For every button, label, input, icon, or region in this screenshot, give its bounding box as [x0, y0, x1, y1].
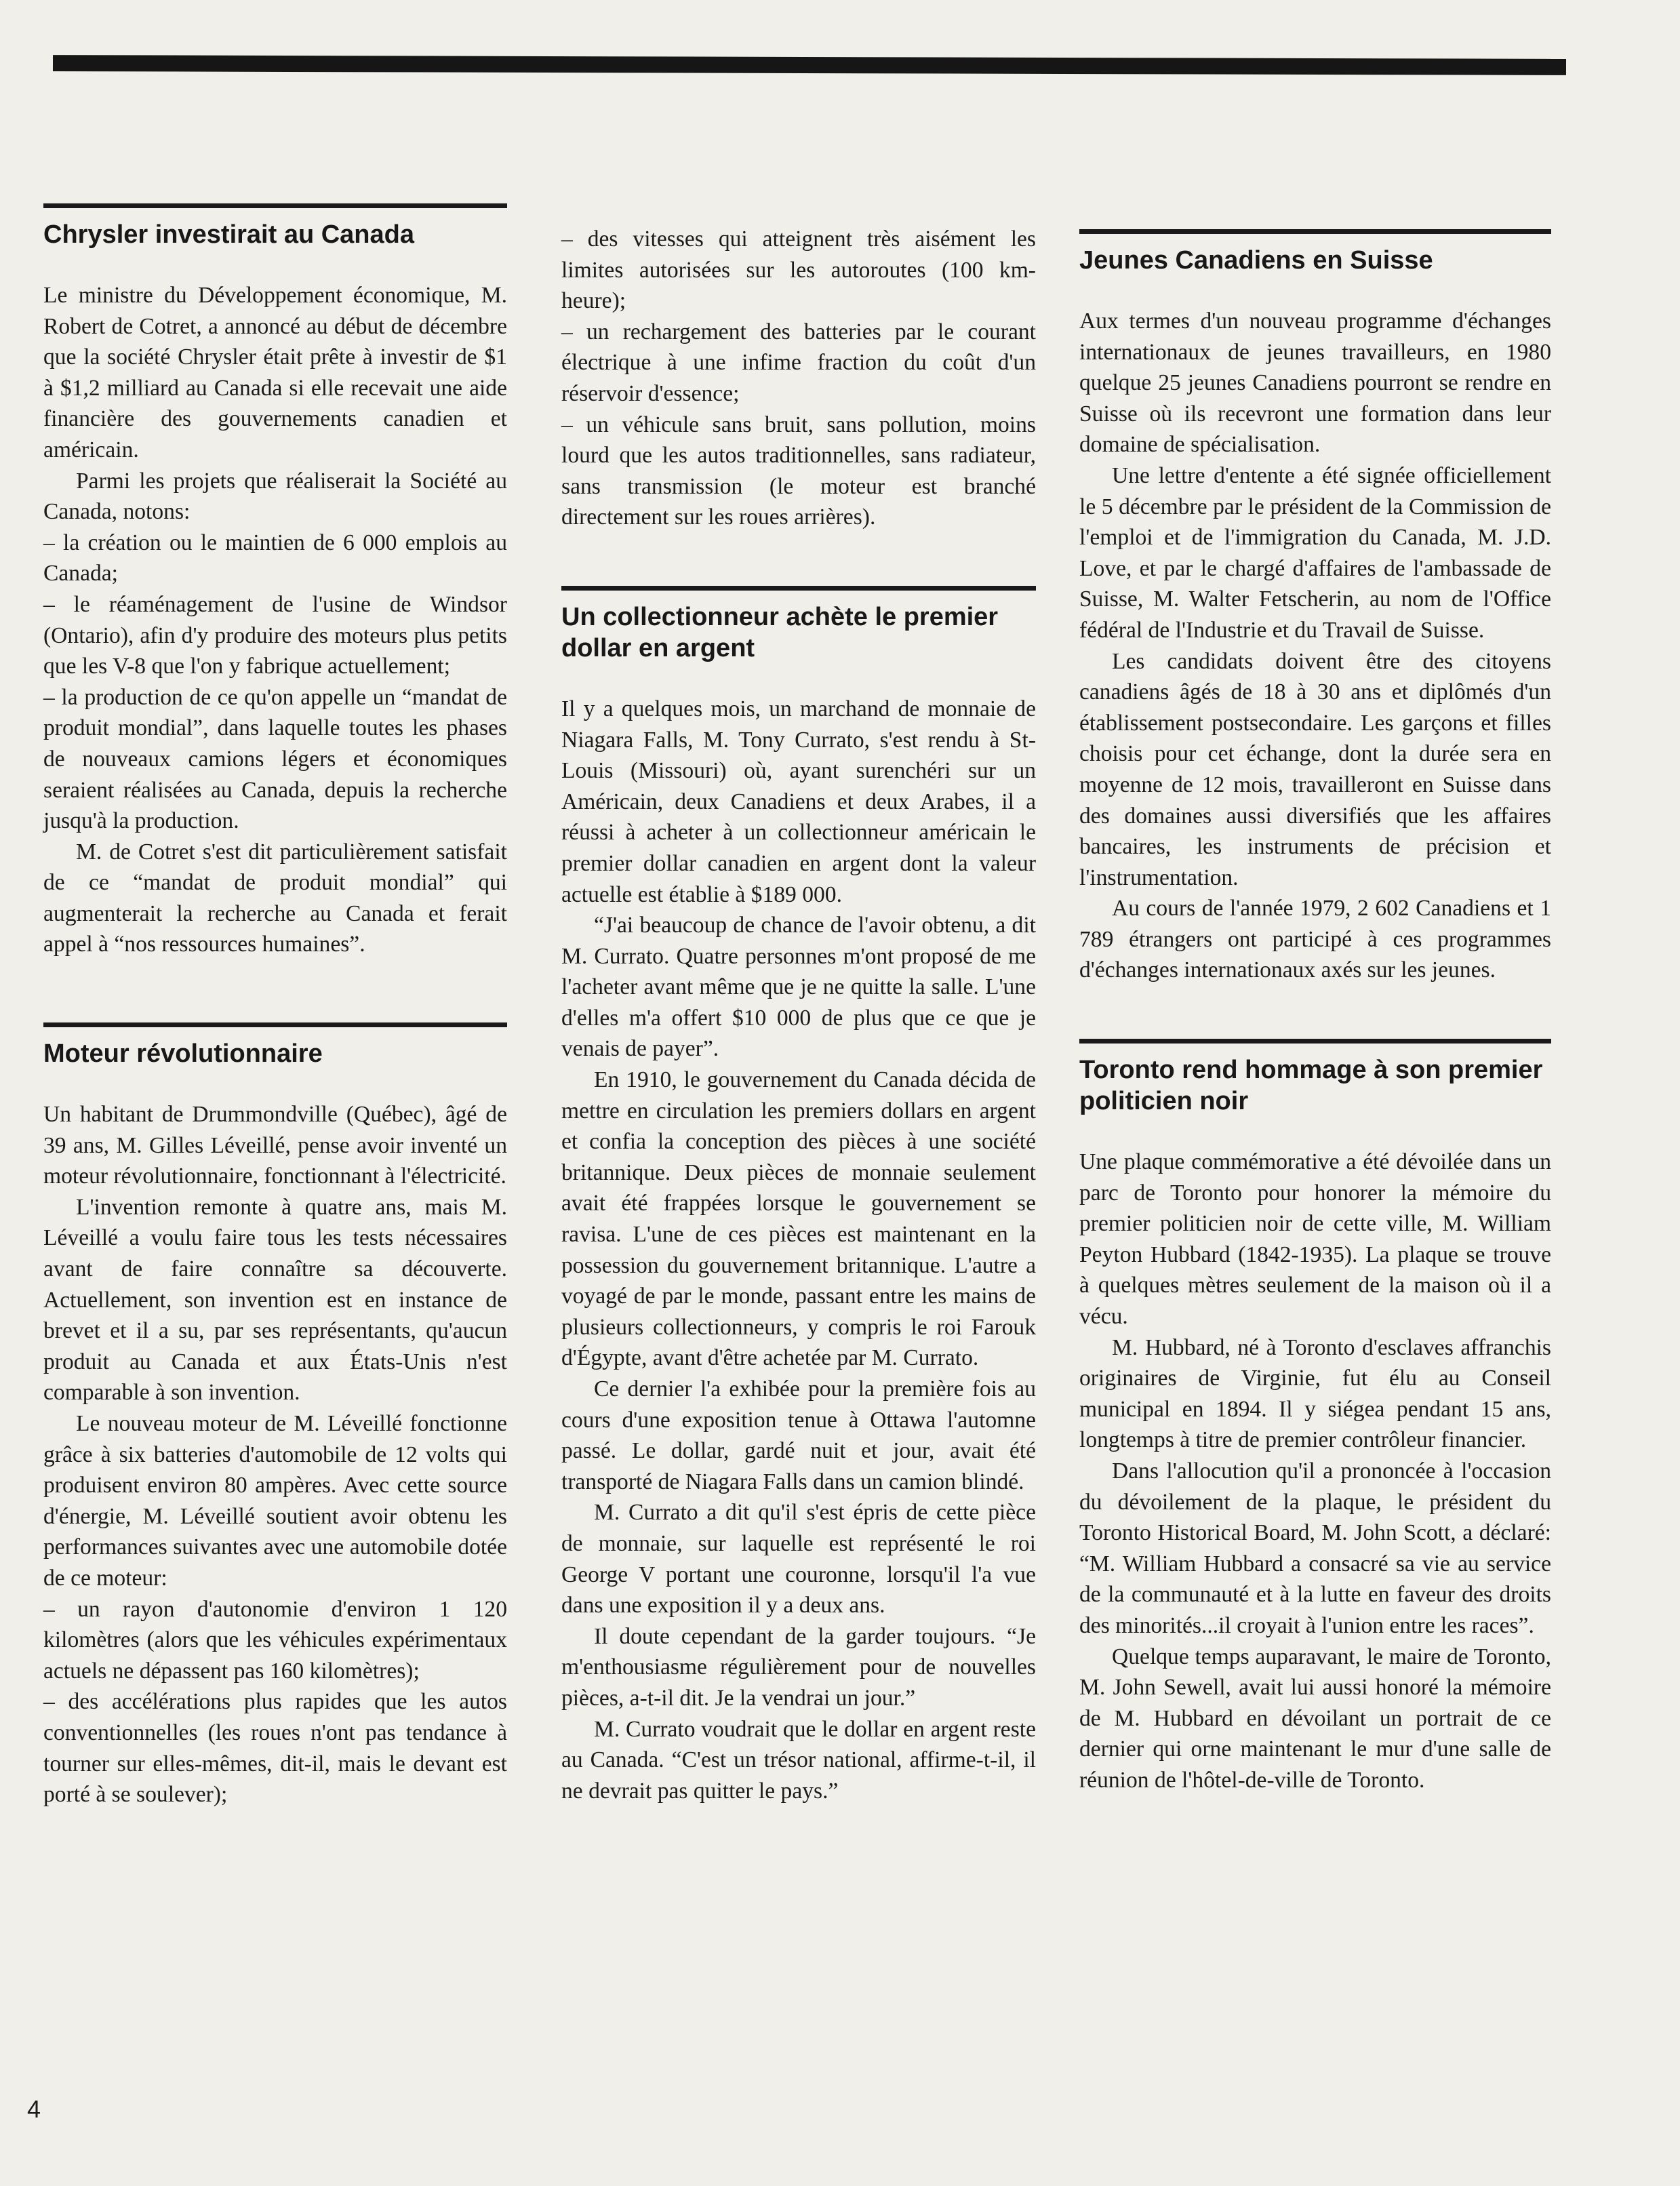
list-item: – la création ou le maintien de 6 000 emplois au Canada; — [43, 530, 507, 587]
top-rule — [53, 55, 1566, 75]
article-heading: Chrysler investirait au Canada — [43, 220, 414, 249]
section-rule — [1079, 229, 1551, 234]
article-moteur-continued — [561, 224, 1036, 533]
column-1 — [43, 203, 507, 1810]
paragraph: Au cours de l'année 1979, 2 602 Canadiens et 1 789 étrangers ont participé à ces programmes d'échanges internationaux axés sur les jeunes. — [1079, 896, 1551, 983]
paragraph: Une plaque commémorative a été dévoilée dans un parc de Toronto pour honorer la mémoire du premier politicien noir de cette ville, M. William Peyton Hubbard (1842-1935). La plaque se trouve à quelques mètres seulement de la maison où il a vécu. — [1079, 1149, 1551, 1330]
section-rule — [43, 1022, 507, 1027]
list-item: – le réaménagement de l'usine de Windsor (Ontario), afin d'y produire des moteurs plus petits que les V-8 que l'on y fabrique actuellement; — [43, 591, 507, 679]
paragraph: L'invention remonte à quatre ans, mais M. Léveillé a voulu faire tous les tests nécessaires avant de faire connaître sa découverte. Actuellement, son invention est en instance de brevet et il a su, par ses représentants, qu'aucun produit au Canada et aux États-Unis n'est comparable à son invention. — [43, 1194, 507, 1406]
list-item: – des vitesses qui atteignent très aisément les limites autorisées sur les autoroutes (100 km-heure); — [561, 226, 1036, 314]
paragraph: Il doute cependant de la garder toujours. “Je m'enthousiasme régulièrement pour de nouvelles pièces, a-t-il dit. Je la vendrai un jour.” — [561, 1623, 1036, 1711]
paragraph: M. Currato voudrait que le dollar en argent reste au Canada. “C'est un trésor national, affirme-t-il, il ne devrait pas quitter le pays.” — [561, 1716, 1036, 1804]
list-item: – un rechargement des batteries par le courant électrique à une infime fraction du coût d'un réservoir d'essence; — [561, 319, 1036, 406]
paragraph: Aux termes d'un nouveau programme d'échanges internationaux de jeunes travailleurs, en 1980 quelque 25 jeunes Canadiens pourront se rendre en Suisse où ils recevront une formation dans leur domaine de spécialisation. — [1079, 309, 1551, 458]
article-toronto — [1079, 1039, 1551, 1795]
paragraph: Une lettre d'entente a été signée officiellement le 5 décembre par le président de la Commission de l'emploi et de l'immigration du Canada, M. J.D. Love, et par le chargé d'affaires de l'ambassade de Suisse, M. Walter Fetscherin, au nom de l'Office fédéral de l'Industrie et du Travail de Suisse. — [1079, 462, 1551, 643]
paragraph: Ce dernier l'a exhibée pour la première fois au cours d'une exposition tenue à Ottawa l'automne passé. Le dollar, gardé nuit et jour, avait été transporté de Niagara Falls dans un camion blindé. — [561, 1376, 1036, 1494]
list-item: – un véhicule sans bruit, sans pollution, moins lourd que les autos traditionnelles, sans radiateur, sans transmission (le moteur est branché directement sur les roues arrières). — [561, 412, 1036, 530]
paragraph: M. Hubbard, né à Toronto d'esclaves affranchis originaires de Virginie, fut élu au Conseil municipal en 1894. Il y siégea pendant 15 ans, longtemps à titre de premier contrôleur financier. — [1079, 1334, 1551, 1453]
article-chrysler — [43, 203, 507, 960]
paragraph: “J'ai beaucoup de chance de l'avoir obtenu, a dit M. Currato. Quatre personnes m'ont proposé de me l'acheter avant même que je ne quitte la salle. L'une d'elles m'a offert $10 000 de plus que ce que je venais de payer”. — [561, 913, 1036, 1062]
paragraph: Un habitant de Drummondville (Québec), âgé de 39 ans, M. Gilles Léveillé, pense avoir inventé un moteur révolutionnaire, fonctionnant à l'électricité. — [43, 1102, 507, 1189]
section-rule — [561, 586, 1036, 591]
paragraph: Le ministre du Développement économique, M. Robert de Cotret, a annoncé au début de décembre que la société Chrysler était prête à investir de $1 à $1,2 milliard au Canada si elle recevait une aide financière des gouvernements canadien et américain. — [43, 283, 507, 462]
article-collectionneur — [561, 586, 1036, 1806]
paragraph: Dans l'allocution qu'il a prononcée à l'occasion du dévoilement de la plaque, le président du Toronto Historical Board, M. John Scott, a déclaré: “M. William Hubbard a consacré sa vie au service de la communauté et à la lutte en faveur des droits des minorités...il croyait à l'union entre les races”. — [1079, 1458, 1551, 1638]
article-moteur — [43, 1022, 507, 1810]
article-heading: Toronto rend hommage à son premier politicien noir — [1079, 1056, 1543, 1116]
list-item: – un rayon d'autonomie d'environ 1 120 kilomètres (alors que les véhicules expérimentaux actuels ne dépassent pas 160 kilomètres); — [43, 1596, 507, 1684]
list-item: – la production de ce qu'on appelle un “mandat de produit mondial”, dans laquelle toutes les phases de nouveaux camions légers et économiques seraient réalisées au Canada, depuis la recherche jusqu'à la production. — [43, 684, 507, 834]
column-3 — [1079, 229, 1551, 1796]
paragraph: Parmi les projets que réaliserait la Société au Canada, notons: — [43, 468, 507, 525]
paragraph: Il y a quelques mois, un marchand de monnaie de Niagara Falls, M. Tony Currato, s'est rendu à St-Louis (Missouri) où, ayant surenchéri sur un Américain, deux Canadiens et deux Arabes, il a réussi à acheter à un collectionneur américain le premier dollar canadien en argent dont la valeur actuelle est établie à $189 000. — [561, 696, 1036, 907]
section-rule — [43, 203, 507, 208]
paragraph: M. Currato a dit qu'il s'est épris de cette pièce de monnaie, sur laquelle est représenté le roi George V portant une couronne, lorsqu'il l'a vue dans une exposition il y a deux ans. — [561, 1500, 1036, 1618]
list-item: – des accélérations plus rapides que les autos conventionnelles (les roues n'ont pas tendance à tourner sur elles-mêmes, dit-il, mais le devant est porté à se soulever); — [43, 1689, 507, 1808]
page-number: 4 — [27, 2095, 41, 2123]
paragraph: En 1910, le gouvernement du Canada décida de mettre en circulation les premiers dollars en argent et confia la conception des pièces à une société britannique. Deux pièces de monnaie seulement avait été frappées lorsque le gouvernement se ravisa. L'une de ces pièces est maintenant en la possession du gouvernement britannique. L'autre a voyagé de par le monde, passant entre les mains de plusieurs collectionneurs, y compris le roi Farouk d'Égypte, avant d'être achetée par M. Currato. — [561, 1067, 1036, 1371]
paragraph: Quelque temps auparavant, le maire de Toronto, M. John Sewell, avait lui aussi honoré la mémoire de M. Hubbard en dévoilant un portrait de ce dernier qui orne maintenant le mur d'une salle de réunion de l'hôtel-de-ville de Toronto. — [1079, 1644, 1551, 1793]
paragraph: M. de Cotret s'est dit particulièrement satisfait de ce “mandat de produit mondial” qui augmenterait la recherche au Canada et ferait appel à “nos ressources humaines”. — [43, 839, 507, 957]
column-2 — [561, 224, 1036, 1806]
section-rule — [1079, 1039, 1551, 1044]
article-suisse — [1079, 229, 1551, 986]
article-heading: Jeunes Canadiens en Suisse — [1079, 246, 1433, 275]
article-heading: Moteur révolutionnaire — [43, 1039, 323, 1069]
paragraph: Le nouveau moteur de M. Léveillé fonctionne grâce à six batteries d'automobile de 12 volts qui produisent environ 80 ampères. Avec cette source d'énergie, M. Léveillé soutient avoir obtenu les performances suivantes avec une automobile dotée de ce moteur: — [43, 1411, 507, 1591]
article-heading: Un collectionneur achète le premier dollar en argent — [561, 602, 999, 662]
paragraph: Les candidats doivent être des citoyens canadiens âgés de 18 à 30 ans et diplômés d'un établissement postsecondaire. Les garçons et filles choisis pour cet échange, dont la durée sera en moyenne de 12 mois, travailleront en Suisse dans des domaines aussi diversifiés que les affaires bancaires, les instruments de précision et l'instrumentation. — [1079, 648, 1551, 890]
